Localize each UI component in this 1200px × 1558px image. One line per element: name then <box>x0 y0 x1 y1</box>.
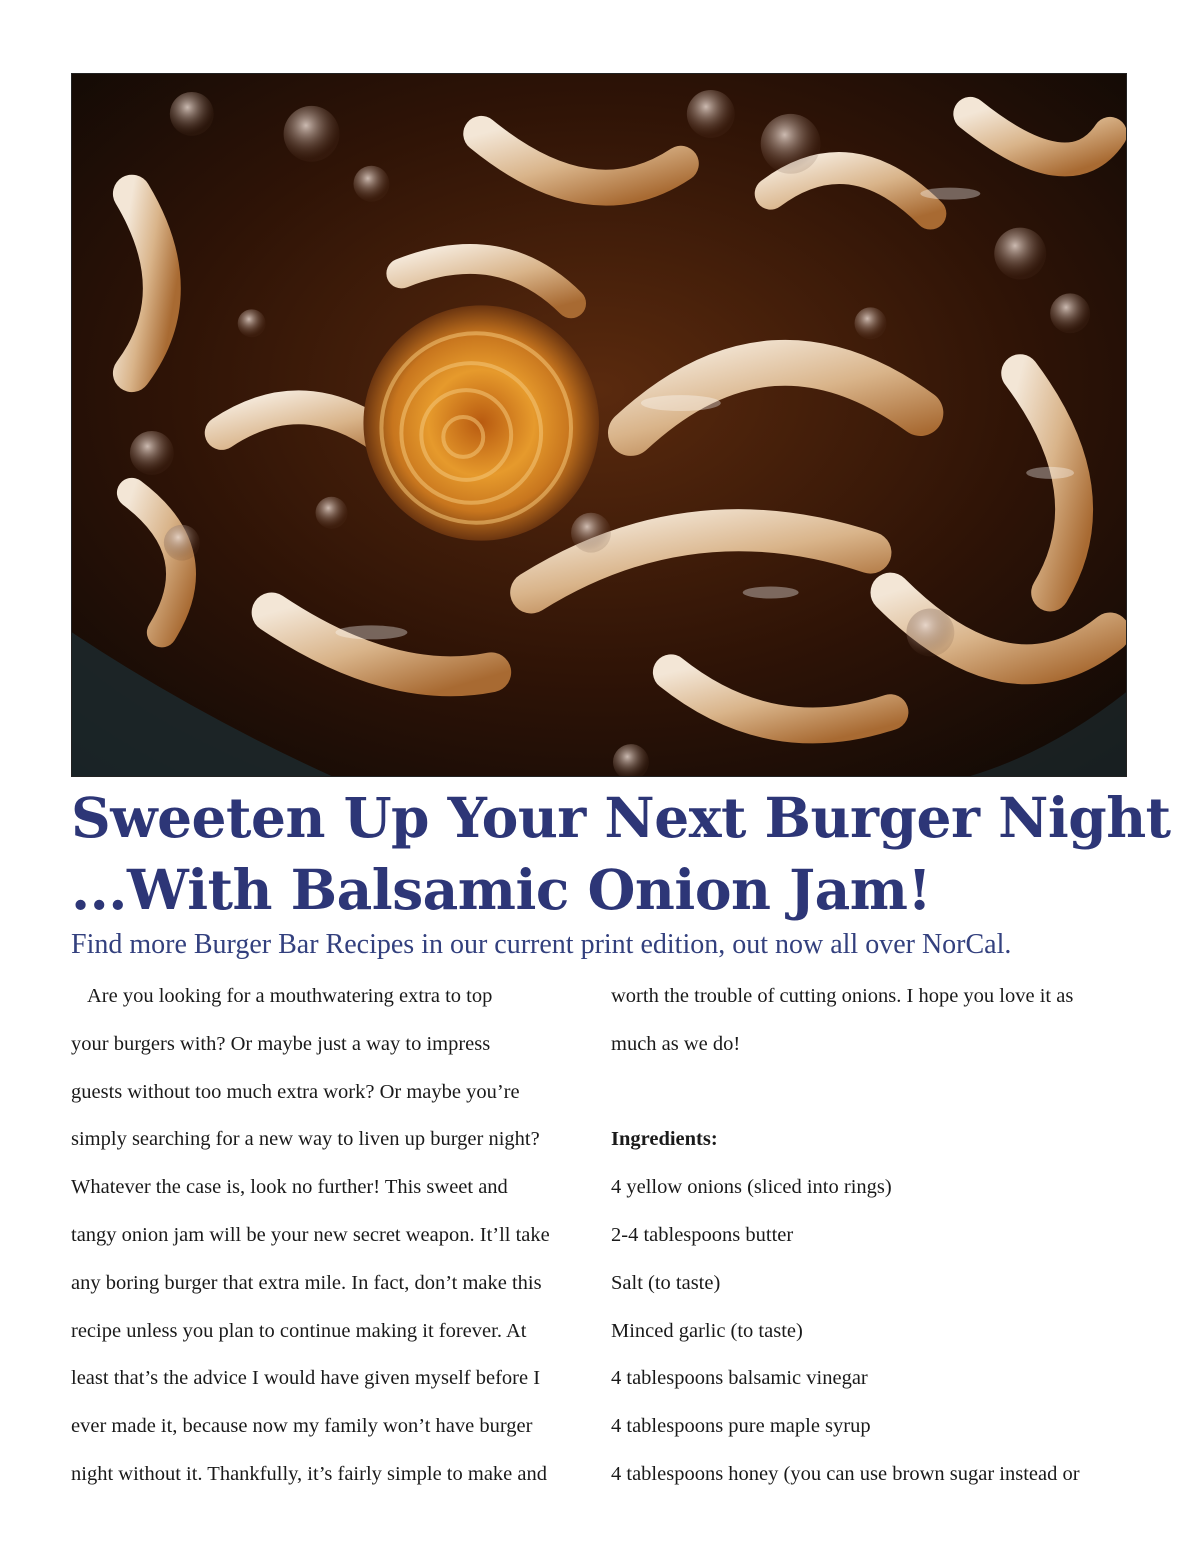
article-title-line-1: Sweeten Up Your Next Burger Night <box>71 785 1171 850</box>
body-line: tangy onion jam will be your new secret weapon. It’ll take <box>71 1223 550 1246</box>
article-title-line-2: ...With Balsamic Onion Jam! <box>71 857 932 922</box>
ingredient-item: 4 tablespoons pure maple syrup <box>611 1415 871 1438</box>
body-column-left <box>71 973 591 1499</box>
ingredient-item: Minced garlic (to taste) <box>611 1319 803 1342</box>
ingredient-item: 4 tablespoons honey (you can use brown sugar instead or <box>611 1462 1080 1485</box>
ingredient-item: 4 yellow onions (sliced into rings) <box>611 1176 892 1199</box>
body-line: any boring burger that extra mile. In fact, don’t make this <box>71 1271 542 1294</box>
body-line: your burgers with? Or maybe just a way to impress <box>71 1032 491 1055</box>
ingredient-item: Salt (to taste) <box>611 1271 721 1294</box>
body-line: recipe unless you plan to continue making it forever. At <box>71 1319 527 1342</box>
article-title <box>71 782 1171 926</box>
ingredient-item: 2-4 tablespoons butter <box>611 1223 794 1246</box>
body-line: worth the trouble of cutting onions. I hope you love it as <box>611 985 1074 1007</box>
ingredient-item: 4 tablespoons balsamic vinegar <box>611 1367 868 1390</box>
body-line: night without it. Thankfully, it’s fairly simple to make and <box>71 1462 547 1485</box>
body-line: much as we do! <box>611 1032 741 1055</box>
paragraph-spacer <box>611 1069 1151 1117</box>
body-line: guests without too much extra work? Or maybe you’re <box>71 1080 520 1103</box>
body-line: ever made it, because now my family won’t have burger <box>71 1415 533 1438</box>
body-line: Are you looking for a mouthwatering extra to top <box>87 985 493 1007</box>
body-line: Whatever the case is, look no further! This sweet and <box>71 1176 508 1199</box>
body-column-right <box>611 973 1151 1499</box>
ingredients-heading: Ingredients: <box>611 1128 718 1151</box>
caramelized-onions-photo-icon <box>72 74 1126 776</box>
body-line: least that’s the advice I would have given myself before I <box>71 1367 541 1390</box>
body-line: simply searching for a new way to liven up burger night? <box>71 1128 540 1151</box>
hero-photo <box>71 73 1127 777</box>
article-subtitle: Find more Burger Bar Recipes in our current print edition, out now all over NorCal. <box>71 929 1012 960</box>
